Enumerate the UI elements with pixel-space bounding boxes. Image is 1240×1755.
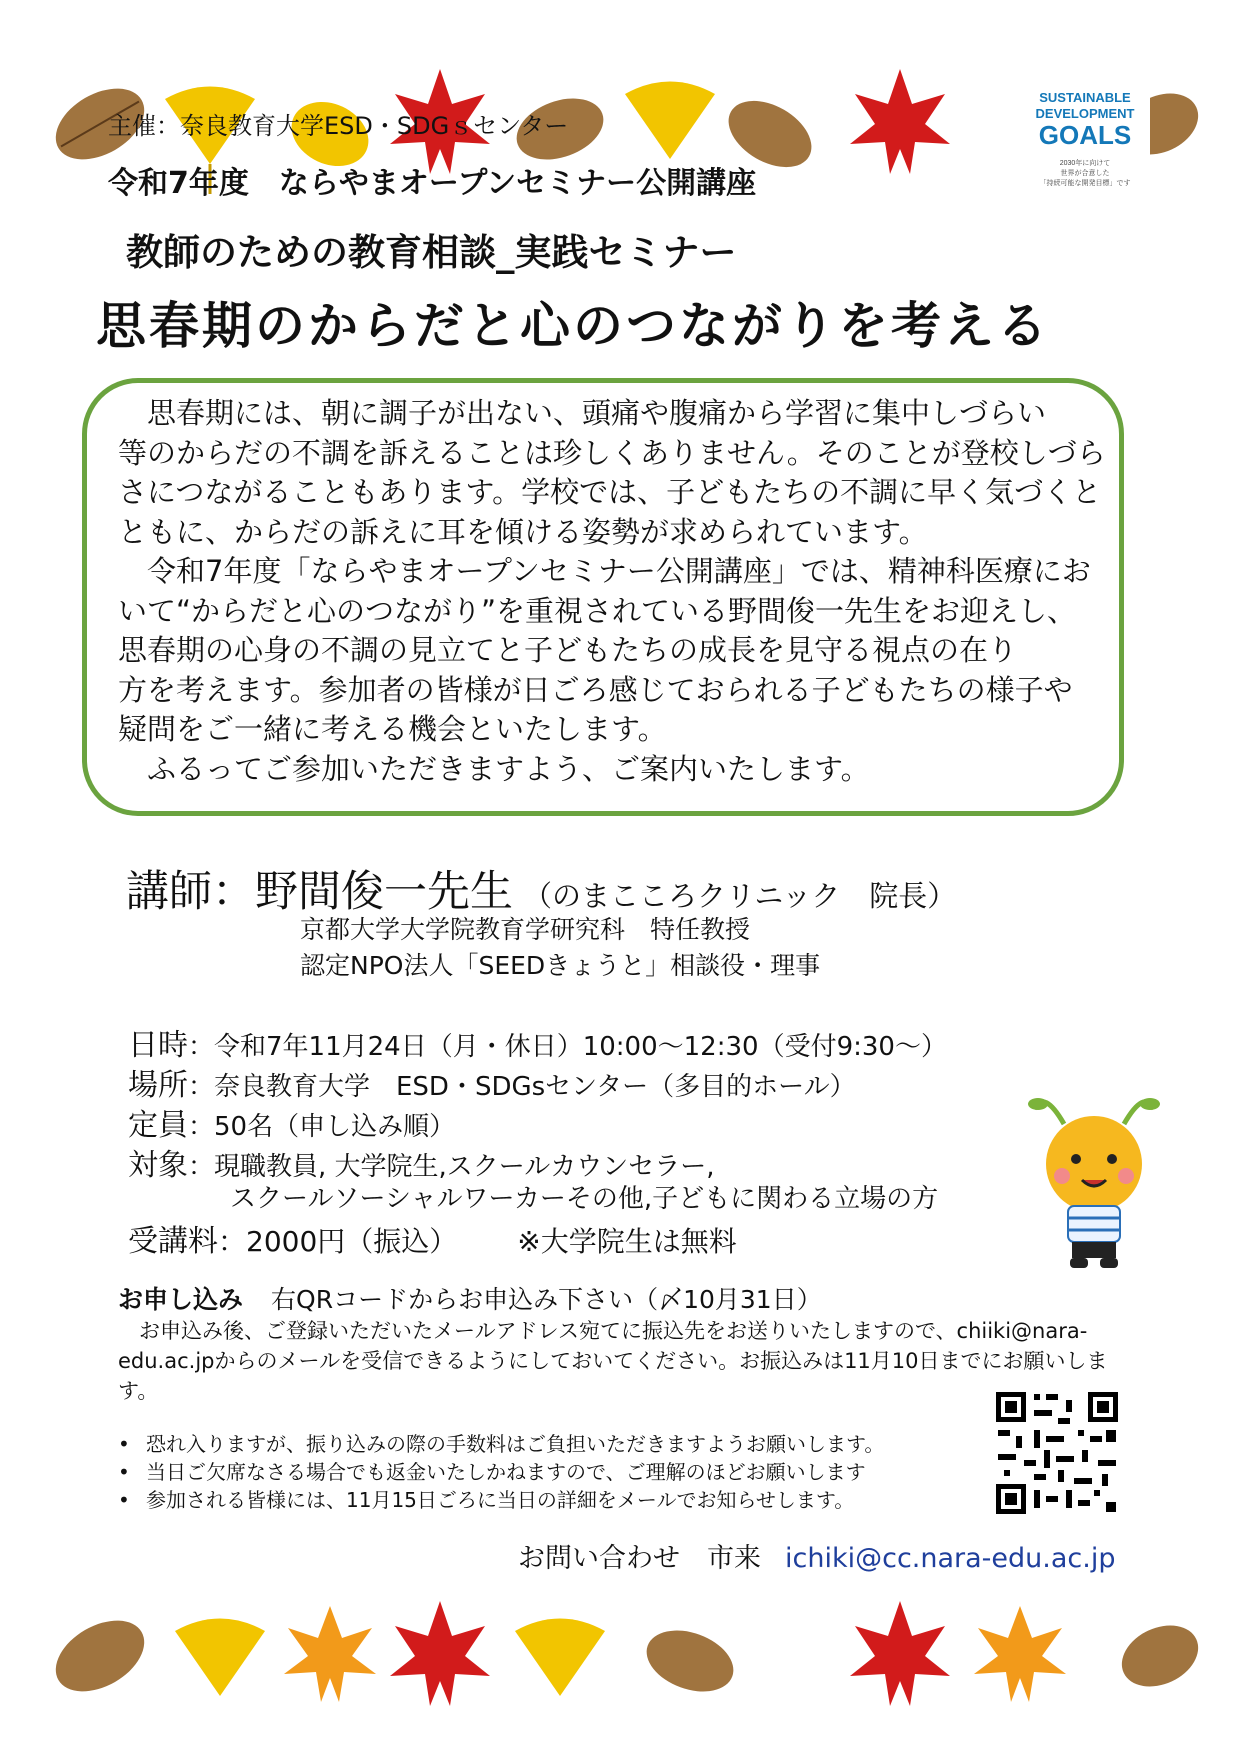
sdg-caption1: 2030年に向けて — [1059, 160, 1111, 167]
lecturer-affiliation1: （のまこころクリニック 院長） — [523, 879, 957, 913]
bottom-leaf-decoration — [0, 1596, 1240, 1726]
intro-text: 思春期には、朝に調子が出ない、頭痛や腹痛から学習に集中しづらい 等のからだの不調を訴えることは珍しくありません。そのことが登校しづら さにつながることもあります。学校では、子どもたちの不調に早く気づくと ともに、からだの訴えに耳を傾ける姿勢が求められています。 令和7年度「ならやまオープンセミナー公開講座」では、精神科医療にお いて“からだと心のつながり”を重視されている野間俊一先生をお迎えし、 思春期の心身の不調の見立てと子どもたちの成長を見守る視点の在り 方を考えます。参加者の皆様が日ごろ感じておられる子どもたちの様子や 疑問をご一緒に考える機会といたします。 ふるってご参加いただきますよう、ご案内いたします。 — [118, 396, 1106, 786]
note-item: • 参加される皆様には、11月15日ごろに当日の詳細をメールでお知らせします。 — [118, 1486, 884, 1514]
lecturer-affiliation3: 認定NPO法人「SEEDきょうと」相談役・理事 — [300, 951, 821, 980]
maple-leaf-icon — [974, 1606, 1066, 1702]
sdg-logo-line2: DEVELOPMENT — [1035, 106, 1135, 121]
apply-label: お申し込み — [118, 1285, 244, 1314]
sdg-logo-line3: GOALS — [1038, 120, 1132, 150]
place-value: ：奈良教育大学 ESD・SDGsセンター（多目的ホール） — [188, 1072, 856, 1102]
ginkgo-leaf-icon — [175, 1619, 265, 1697]
maple-leaf-icon — [284, 1606, 376, 1702]
lecturer-name: 野間俊一先生 — [255, 867, 513, 917]
target-value2: スクールソーシャルワーカーその他,子どもに関わる立場の方 — [230, 1184, 939, 1214]
date-label: 日時 — [128, 1028, 188, 1063]
apply-instruction: 右QRコードからお申込み下さい（〆10月31日） — [271, 1285, 822, 1314]
apply-line — [118, 1280, 822, 1316]
note-item: • 当日ご欠席なさる場合でも返金いたしかねますので、ご理解のほどお願いします — [118, 1458, 884, 1486]
note-item: • 恐れ入りますが、振り込みの際の手数料はご負担いただきますようお願いします。 — [118, 1430, 884, 1458]
oak-leaf-icon — [1112, 1614, 1208, 1699]
target-label: 対象 — [128, 1148, 188, 1183]
place-label: 場所 — [128, 1068, 188, 1103]
contact-line — [518, 1536, 1115, 1575]
fee-row — [128, 1216, 737, 1260]
date-value: ：令和7年11月24日（月・休日）10:00～12:30（受付9:30～） — [188, 1032, 947, 1062]
fee-value: ：2000円（振込） — [218, 1225, 458, 1258]
capacity-row — [128, 1100, 455, 1144]
main-title: 思春期のからだと心のつながりを考える — [96, 297, 1050, 355]
notes-list — [118, 1430, 884, 1514]
ginkgo-leaf-icon — [625, 82, 715, 160]
target-value1: ：現職教員, 大学院生,スクールカウンセラー, — [188, 1152, 715, 1182]
apply-body: お申込み後、ご登録いただいたメールアドレス宛てに振込先をお送りいたしますので、chiiki@nara-edu.ac.jpからのメールを受信できるようにしておいてください。お振込みは11月10日までにお願いします。 — [118, 1319, 1108, 1403]
oak-leaf-icon — [43, 1606, 156, 1706]
fee-label: 受講料 — [128, 1224, 218, 1259]
lecturer-affiliation2: 京都大学大学院教育学研究科 特任教授 — [300, 915, 751, 944]
date-row — [128, 1020, 947, 1064]
capacity-label: 定員 — [128, 1108, 188, 1143]
contact-label: お問い合わせ 市来 — [518, 1543, 761, 1574]
maple-leaf-icon — [390, 1601, 490, 1706]
sdg-caption2: 世界が合意した — [1060, 170, 1110, 177]
lecturer-label: 講師： — [126, 867, 255, 917]
qr-code-icon[interactable] — [994, 1390, 1120, 1516]
ginkgo-leaf-icon — [515, 1619, 605, 1697]
series-title: 令和7年度 ならやまオープンセミナー公開講座 — [108, 166, 757, 201]
contact-email[interactable]: ichiki@cc.nara-edu.ac.jp — [785, 1543, 1116, 1574]
capacity-value: ：50名（申し込み順） — [188, 1112, 456, 1142]
maple-leaf-icon — [850, 69, 950, 174]
mascot-character-icon — [1024, 1084, 1164, 1274]
place-row — [128, 1060, 856, 1104]
seminar-subtitle: 教師のための教育相談_実践セミナー — [126, 231, 737, 274]
organizer: 主催：奈良教育大学ESD・SDGｓセンター — [108, 112, 569, 140]
sdg-caption3: 「持続可能な開発目標」です — [1039, 180, 1131, 187]
fee-note: ※大学院生は無料 — [517, 1225, 737, 1258]
sdg-logo-line1: SUSTAINABLE — [1039, 90, 1131, 105]
sdg-logo — [1020, 86, 1150, 192]
maple-leaf-icon — [850, 1601, 950, 1706]
oak-leaf-icon — [638, 1619, 742, 1702]
